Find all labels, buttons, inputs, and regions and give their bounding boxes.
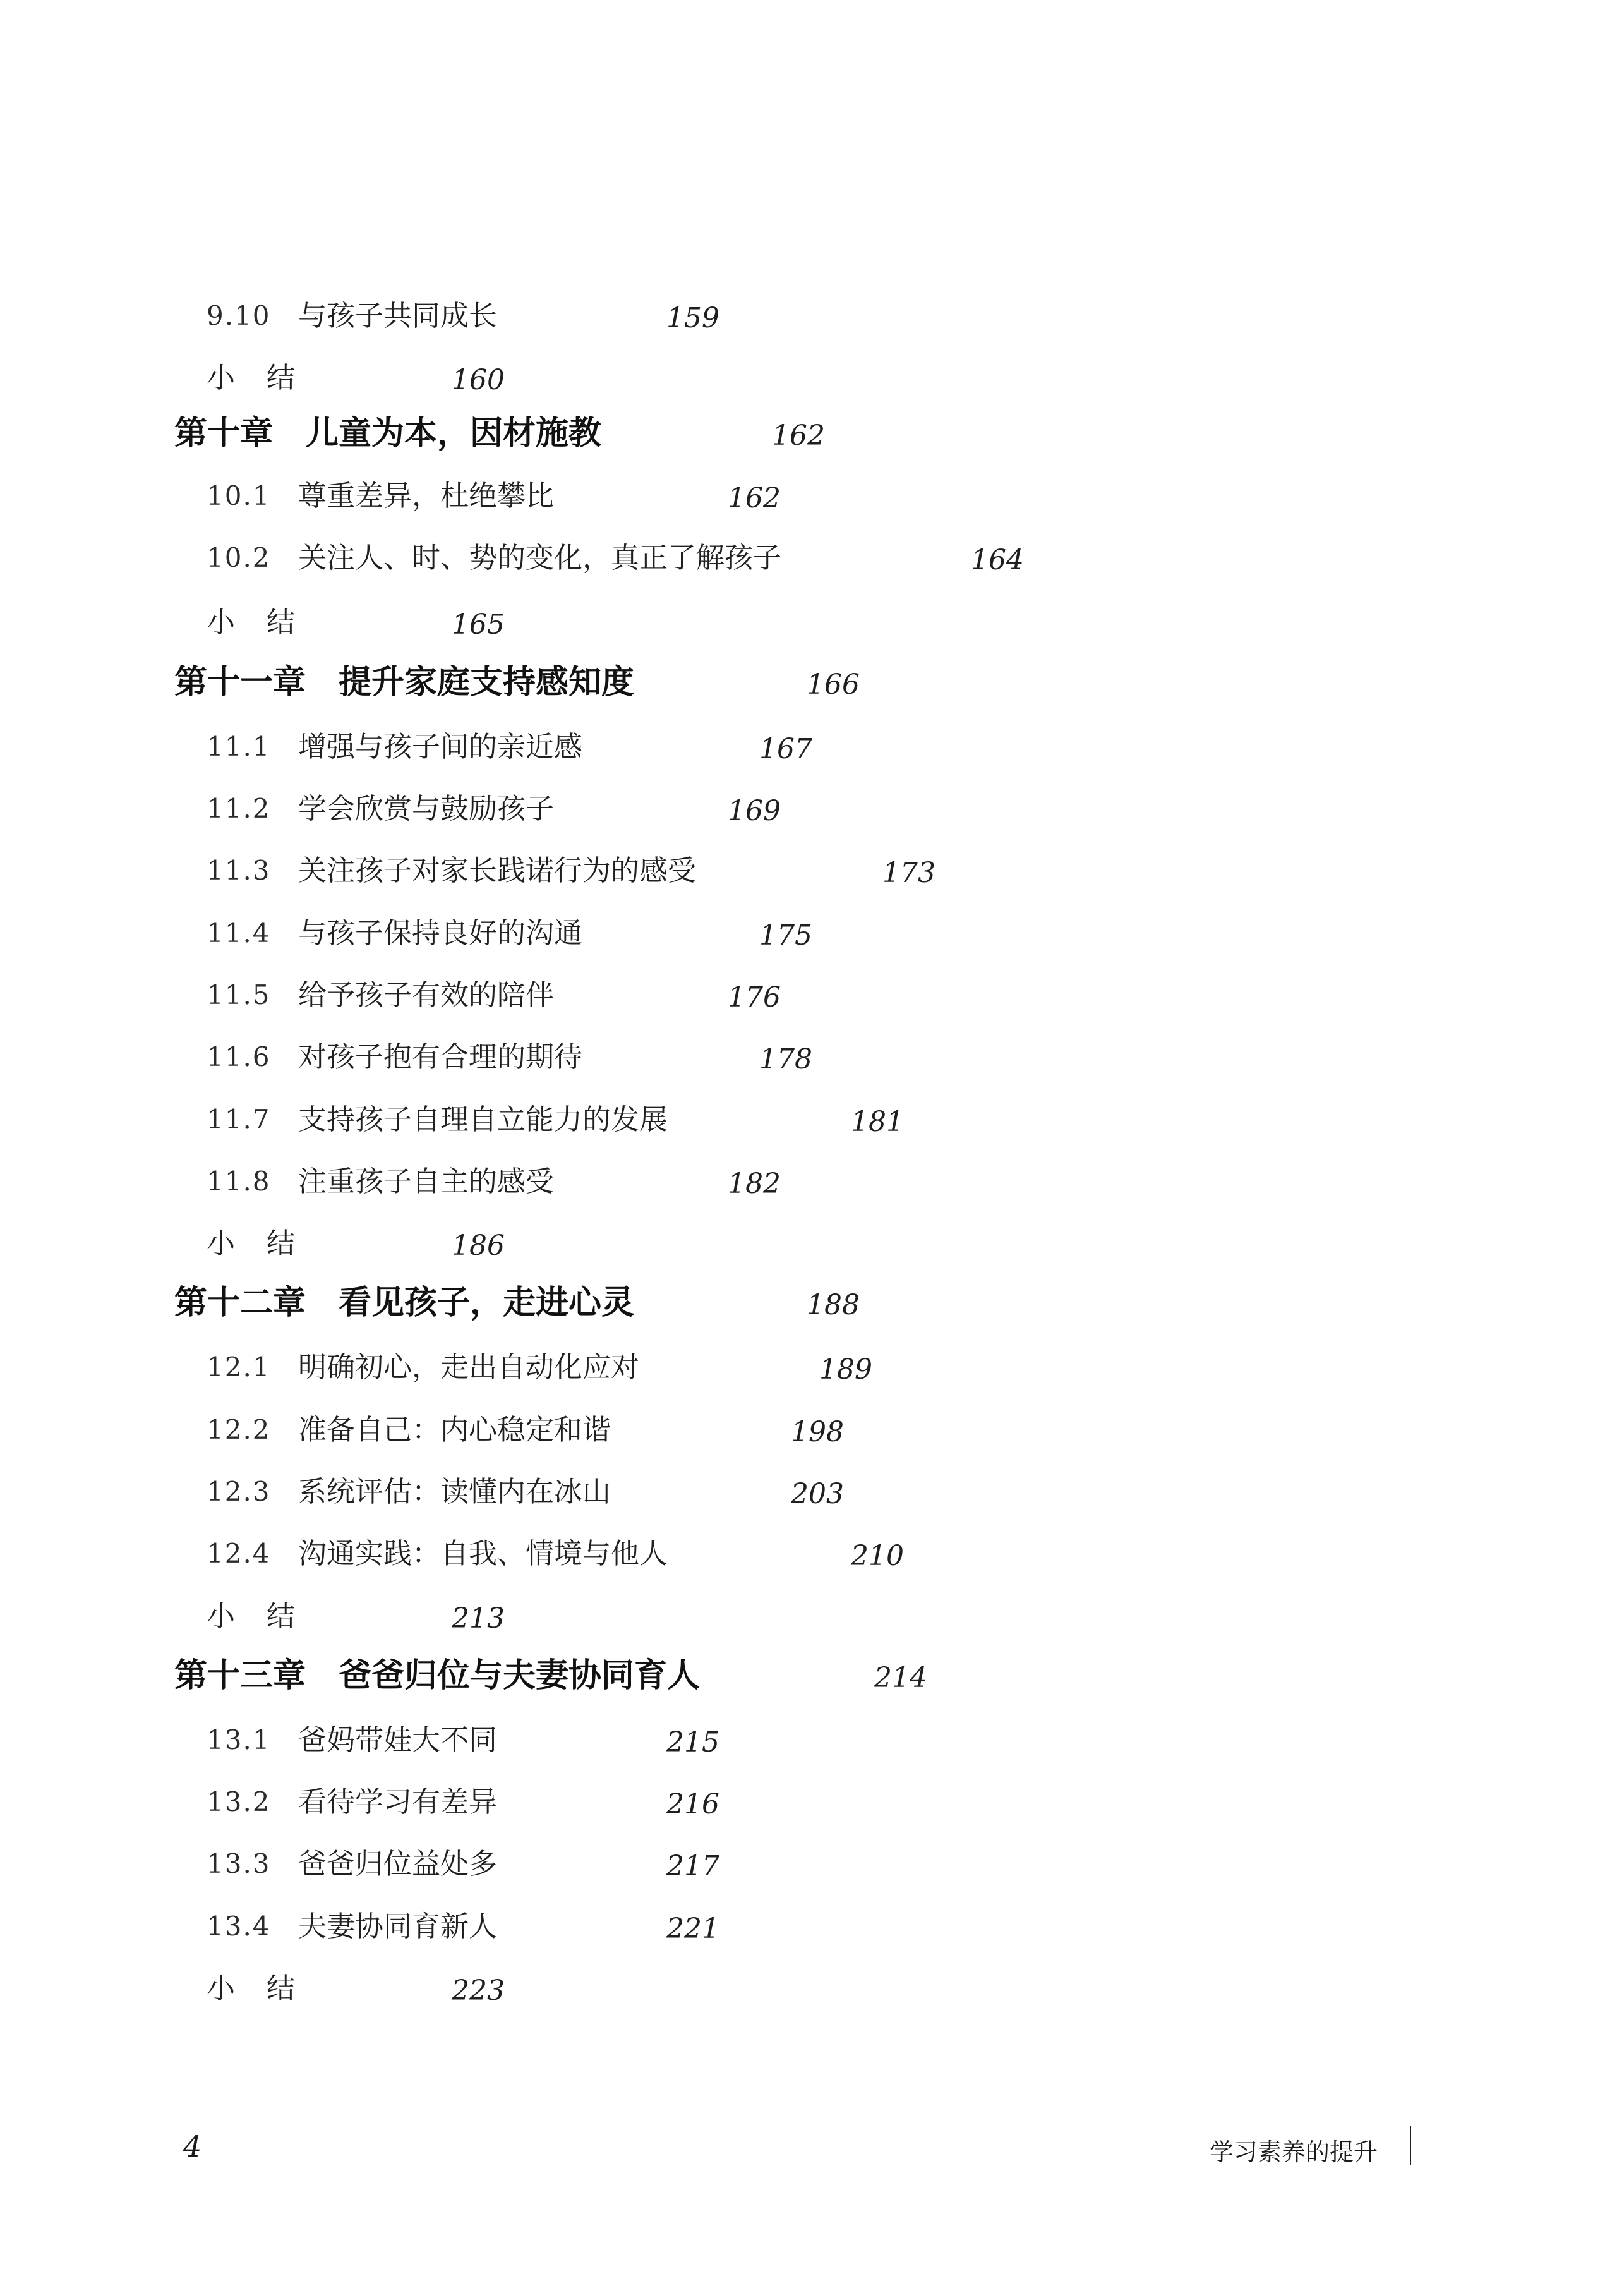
footer-divider xyxy=(1410,2126,1411,2165)
toc-page-number: 181 xyxy=(851,1106,904,1138)
toc-entry-row xyxy=(0,1712,1624,1769)
toc-chapter-title: 第十章 儿童为本，因材施教 xyxy=(174,414,602,452)
toc-entry-row xyxy=(0,1525,1624,1582)
toc-entry-row xyxy=(0,1836,1624,1892)
toc-section-title: 尊重差异，杜绝攀比 xyxy=(298,479,555,512)
toc-entry-row xyxy=(0,1153,1624,1210)
toc-entry-row xyxy=(0,842,1624,899)
toc-chapter-title: 第十一章 提升家庭支持感知度 xyxy=(174,663,635,701)
toc-section-title: 注重孩子自主的感受 xyxy=(298,1165,555,1198)
toc-entry-row xyxy=(0,1091,1624,1148)
toc-page-number: 175 xyxy=(759,919,812,952)
toc-entry-row xyxy=(0,1774,1624,1830)
toc-section-title: 增强与孩子间的亲近感 xyxy=(298,730,583,763)
toc-page-number: 188 xyxy=(807,1289,860,1321)
toc-page-number: 160 xyxy=(452,364,505,396)
toc-chapter-row xyxy=(0,654,1624,711)
toc-section-title: 与孩子保持良好的沟通 xyxy=(298,916,583,950)
toc-summary-title: 小结 xyxy=(207,1226,327,1260)
toc-page-number: 203 xyxy=(791,1478,844,1510)
toc-entry-row xyxy=(0,718,1624,775)
toc-section-number: 12.4 xyxy=(207,1538,271,1569)
toc-chapter-row xyxy=(0,1274,1624,1331)
toc-entry-row xyxy=(0,468,1624,524)
toc-section-number: 11.6 xyxy=(207,1041,271,1072)
toc-section-number: 11.7 xyxy=(207,1104,271,1135)
toc-summary-title: 小结 xyxy=(207,605,327,639)
toc-page-number: 176 xyxy=(728,981,781,1013)
toc-section-title: 夫妻协同育新人 xyxy=(298,1909,498,1943)
toc-entry-row xyxy=(0,1898,1624,1955)
toc-summary-title: 小结 xyxy=(207,361,327,394)
toc-summary-row xyxy=(0,1960,1624,2017)
toc-section-number: 11.2 xyxy=(207,793,271,824)
toc-chapter-title: 第十三章 爸爸归位与夫妻协同育人 xyxy=(174,1656,701,1695)
toc-summary-title: 小结 xyxy=(207,1971,327,2005)
toc-section-title: 关注人、时、势的变化，真正了解孩子 xyxy=(298,541,782,574)
toc-entry-row xyxy=(0,780,1624,837)
toc-section-title: 沟通实践：自我、情境与他人 xyxy=(298,1537,668,1570)
toc-section-number: 13.2 xyxy=(207,1786,271,1817)
toc-page-number: 162 xyxy=(728,482,781,514)
toc-entry-row xyxy=(0,905,1624,962)
toc-page-number: 164 xyxy=(971,544,1024,576)
toc-page-number: 215 xyxy=(666,1726,719,1758)
toc-entry-row xyxy=(0,1339,1624,1396)
toc-section-number: 12.1 xyxy=(207,1352,271,1382)
toc-entry-row xyxy=(0,1029,1624,1086)
toc-entry-row xyxy=(0,1401,1624,1458)
toc-page-number: 173 xyxy=(882,857,935,889)
toc-section-title: 准备自己：内心稳定和谐 xyxy=(298,1413,611,1446)
toc-entry-row xyxy=(0,287,1624,344)
toc-section-number: 11.4 xyxy=(207,917,271,948)
toc-page-number: 186 xyxy=(452,1230,505,1262)
toc-page-number: 189 xyxy=(819,1353,872,1386)
toc-section-number: 13.4 xyxy=(207,1911,271,1942)
toc-section-number: 12.3 xyxy=(207,1476,271,1507)
toc-page-number: 182 xyxy=(728,1168,781,1200)
footer-page-number: 4 xyxy=(183,2129,202,2163)
toc-chapter-row xyxy=(0,1647,1624,1704)
toc-page-number: 223 xyxy=(452,1975,505,2007)
toc-page-number: 198 xyxy=(791,1416,844,1448)
toc-page-number: 166 xyxy=(807,669,860,701)
toc-page-number: 214 xyxy=(874,1662,927,1694)
toc-section-number: 9.10 xyxy=(207,300,271,331)
toc-section-number: 10.1 xyxy=(207,480,271,511)
toc-summary-row xyxy=(0,1215,1624,1272)
toc-section-title: 看待学习有差异 xyxy=(298,1785,498,1818)
toc-chapter-title: 第十二章 看见孩子，走进心灵 xyxy=(174,1283,635,1322)
toc-page-number: 216 xyxy=(666,1788,719,1820)
toc-section-number: 11.3 xyxy=(207,855,271,886)
toc-page-number: 165 xyxy=(452,608,505,641)
toc-section-number: 11.1 xyxy=(207,731,271,762)
toc-page-number: 213 xyxy=(452,1602,505,1635)
toc-page-number: 210 xyxy=(851,1540,904,1572)
toc-page-number: 162 xyxy=(772,420,825,452)
toc-section-title: 系统评估：读懂内在冰山 xyxy=(298,1475,611,1508)
toc-section-number: 10.2 xyxy=(207,542,271,573)
toc-entry-row xyxy=(0,529,1624,586)
toc-chapter-row xyxy=(0,405,1624,462)
toc-section-title: 给予孩子有效的陪伴 xyxy=(298,978,555,1012)
toc-summary-title: 小结 xyxy=(207,1599,327,1633)
toc-entry-row xyxy=(0,967,1624,1024)
toc-summary-row xyxy=(0,349,1624,406)
toc-section-title: 对孩子抱有合理的期待 xyxy=(298,1040,583,1074)
toc-section-number: 13.1 xyxy=(207,1724,271,1755)
toc-page-number: 217 xyxy=(666,1850,719,1882)
toc-page-number: 169 xyxy=(728,795,781,827)
toc-summary-row xyxy=(0,1588,1624,1645)
toc-section-title: 明确初心，走出自动化应对 xyxy=(298,1350,640,1384)
toc-page-number: 178 xyxy=(759,1043,812,1075)
toc-section-title: 支持孩子自理自立能力的发展 xyxy=(298,1103,668,1136)
toc-entry-row xyxy=(0,1463,1624,1520)
toc-section-number: 11.8 xyxy=(207,1166,271,1197)
toc-summary-row xyxy=(0,594,1624,651)
toc-section-title: 学会欣赏与鼓励孩子 xyxy=(298,792,555,825)
toc-section-title: 关注孩子对家长践诺行为的感受 xyxy=(298,854,697,887)
toc-section-title: 爸妈带娃大不同 xyxy=(298,1723,498,1757)
toc-page-number: 159 xyxy=(666,302,719,334)
footer-book-title: 学习素养的提升 xyxy=(1210,2138,1378,2166)
toc-section-title: 与孩子共同成长 xyxy=(298,299,498,332)
toc-section-title: 爸爸归位益处多 xyxy=(298,1847,498,1880)
toc-section-number: 11.5 xyxy=(207,979,271,1010)
toc-section-number: 12.2 xyxy=(207,1414,271,1445)
toc-section-number: 13.3 xyxy=(207,1848,271,1879)
toc-page-number: 167 xyxy=(759,733,812,765)
toc-page-number: 221 xyxy=(666,1913,719,1945)
